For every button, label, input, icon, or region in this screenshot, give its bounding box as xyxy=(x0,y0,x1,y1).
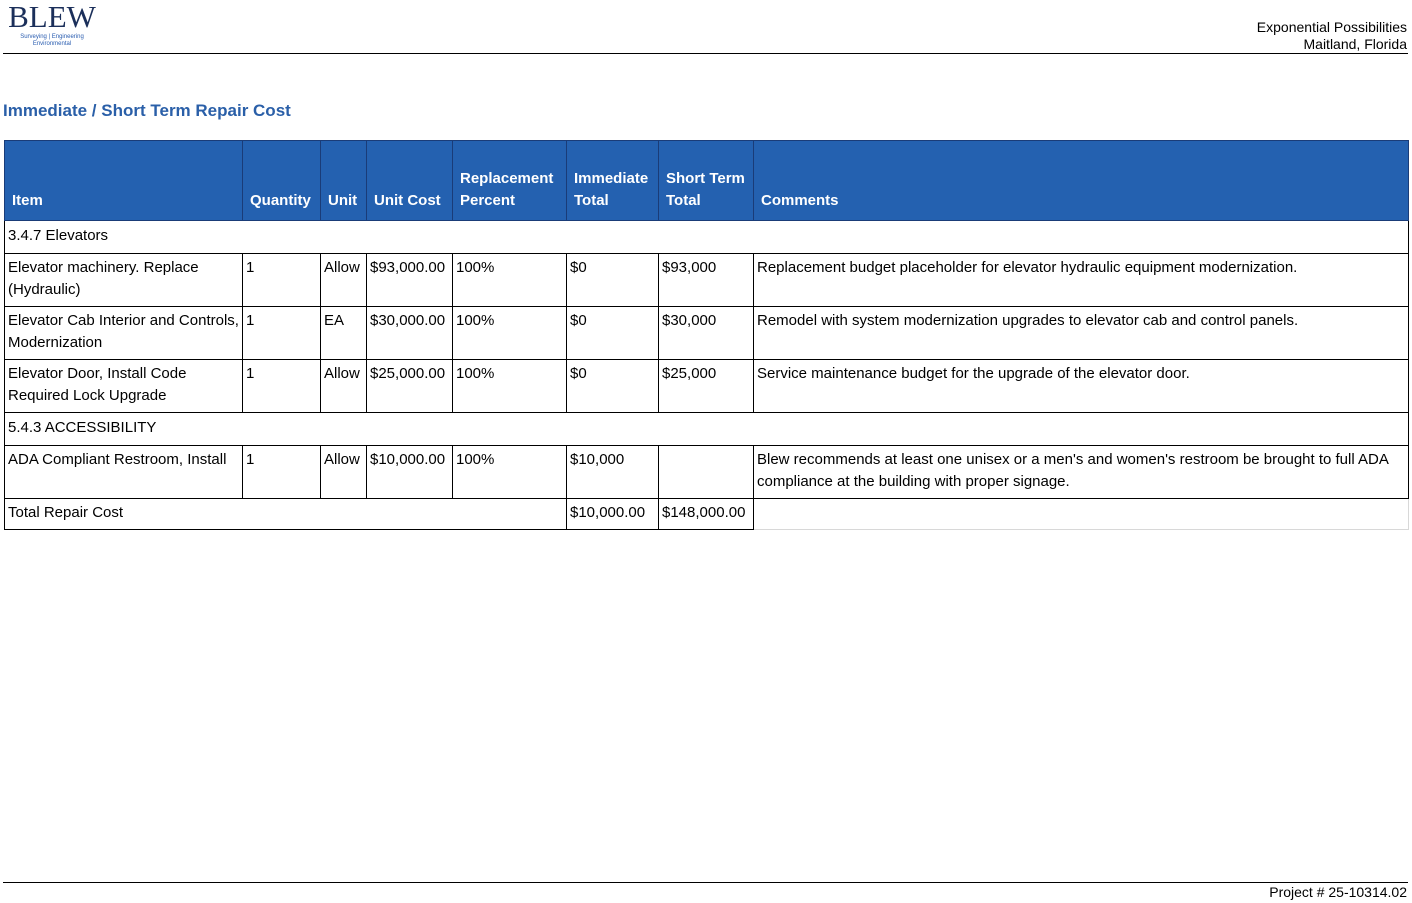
column-header-short-term-total: Short Term Total xyxy=(659,141,754,221)
cell-short-term-total xyxy=(659,446,754,499)
cell-unit-cost: $25,000.00 xyxy=(367,360,453,413)
cell-comments: Remodel with system modernization upgrades to elevator cab and control panels. xyxy=(754,307,1409,360)
table-header-row xyxy=(5,141,1409,221)
cell-short-term-total: $30,000 xyxy=(659,307,754,360)
column-header-immediate-total: Immediate Total xyxy=(567,141,659,221)
project-name: Exponential Possibilities xyxy=(1256,19,1407,35)
cell-item: Elevator Cab Interior and Controls, Modernization xyxy=(5,307,243,360)
cell-immediate-total: $0 xyxy=(567,307,659,360)
project-number: Project # 25-10314.02 xyxy=(1269,884,1407,900)
cell-percent: 100% xyxy=(453,360,567,413)
cell-immediate-total: $0 xyxy=(567,360,659,413)
cell-quantity: 1 xyxy=(243,307,321,360)
total-immediate: $10,000.00 xyxy=(567,499,659,530)
total-short-term: $148,000.00 xyxy=(659,499,754,530)
repair-cost-table xyxy=(4,140,1409,530)
cell-immediate-total: $10,000 xyxy=(567,446,659,499)
group-row-elevators xyxy=(5,221,1409,254)
column-header-item: Item xyxy=(5,141,243,221)
cell-unit: Allow xyxy=(321,446,367,499)
cell-unit: Allow xyxy=(321,360,367,413)
cell-unit-cost: $93,000.00 xyxy=(367,254,453,307)
header-divider xyxy=(3,53,1408,54)
table-row xyxy=(5,360,1409,413)
cell-item: Elevator Door, Install Code Required Lock Upgrade xyxy=(5,360,243,413)
cell-unit-cost: $30,000.00 xyxy=(367,307,453,360)
cell-unit: Allow xyxy=(321,254,367,307)
table-row xyxy=(5,446,1409,499)
table-row xyxy=(5,307,1409,360)
cell-item: Elevator machinery. Replace (Hydraulic) xyxy=(5,254,243,307)
total-label: Total Repair Cost xyxy=(5,499,567,530)
logo-tagline: Surveying | Engineering Environmental xyxy=(20,34,84,47)
column-header-comments: Comments xyxy=(754,141,1409,221)
section-title: Immediate / Short Term Repair Cost xyxy=(3,101,291,120)
cell-immediate-total: $0 xyxy=(567,254,659,307)
cell-comments: Service maintenance budget for the upgrade of the elevator door. xyxy=(754,360,1409,413)
cell-percent: 100% xyxy=(453,446,567,499)
project-location: Maitland, Florida xyxy=(1303,36,1407,52)
column-header-unit-cost: Unit Cost xyxy=(367,141,453,221)
logo-wordmark: BLEW xyxy=(8,0,96,34)
group-label: 5.4.3 ACCESSIBILITY xyxy=(5,413,1409,446)
table-row xyxy=(5,254,1409,307)
cell-short-term-total: $25,000 xyxy=(659,360,754,413)
cell-quantity: 1 xyxy=(243,360,321,413)
company-logo xyxy=(2,0,102,48)
total-comments-empty xyxy=(754,499,1409,530)
group-row-accessibility xyxy=(5,413,1409,446)
cell-percent: 100% xyxy=(453,254,567,307)
cell-unit: EA xyxy=(321,307,367,360)
cell-percent: 100% xyxy=(453,307,567,360)
group-label: 3.4.7 Elevators xyxy=(5,221,1409,254)
cell-short-term-total: $93,000 xyxy=(659,254,754,307)
cell-quantity: 1 xyxy=(243,254,321,307)
column-header-unit: Unit xyxy=(321,141,367,221)
report-header-info xyxy=(1257,19,1407,53)
cell-quantity: 1 xyxy=(243,446,321,499)
footer-divider xyxy=(3,882,1408,883)
cell-item: ADA Compliant Restroom, Install xyxy=(5,446,243,499)
column-header-replacement-percent: Replacement Percent xyxy=(453,141,567,221)
column-header-quantity: Quantity xyxy=(243,141,321,221)
cell-comments: Replacement budget placeholder for elevator hydraulic equipment modernization. xyxy=(754,254,1409,307)
cell-unit-cost: $10,000.00 xyxy=(367,446,453,499)
total-row xyxy=(5,499,1409,530)
cell-comments: Blew recommends at least one unisex or a men's and women's restroom be brought to full ADA compliance at the building with proper signage. xyxy=(754,446,1409,499)
